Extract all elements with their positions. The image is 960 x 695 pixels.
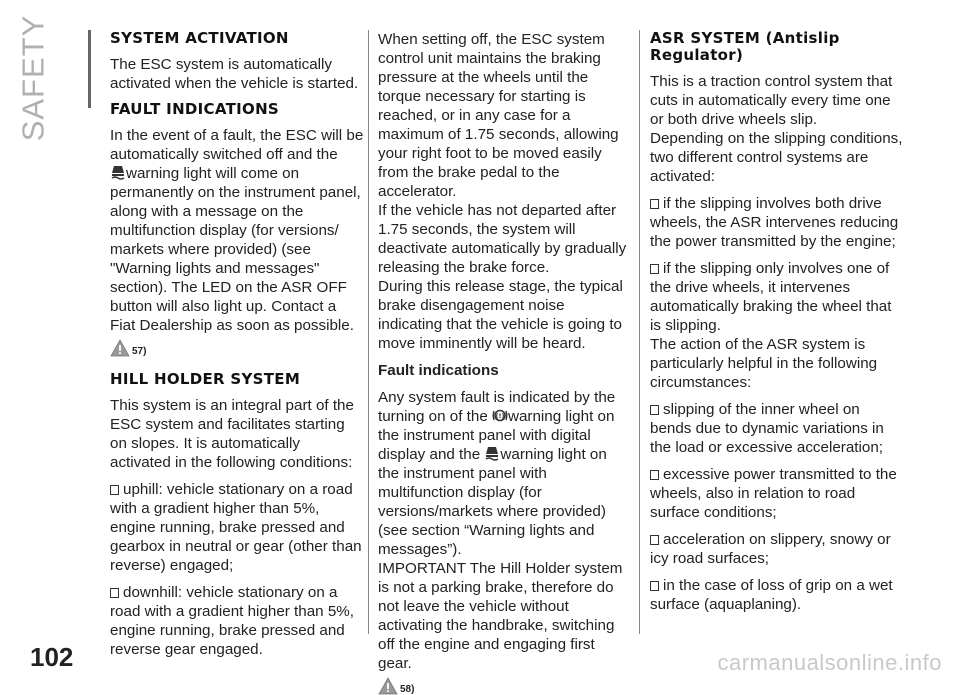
paragraph: In the event of a fault, the ESC will be automatically switched off and the warning light will come on permanently on the instrument panel, along with a message on the multifunction display (for versions/ markets where provided) (see "Warning lights and messages" section). The LED on the ASR OFF button will also light up. Contact a Fiat Dealership as soon as possible.: [110, 127, 364, 334]
column-1: [110, 30, 364, 659]
list-item: acceleration on slippery, snowy or icy road surfaces;: [650, 531, 891, 567]
paragraph: IMPORTANT The Hill Holder system is not a parking brake, therefore do not leave the vehicle without activating the handbrake, switching off the engine and engaging first gear.: [378, 560, 623, 672]
esc-warning-icon: [110, 165, 126, 180]
list-item: uphill: vehicle stationary on a road with a gradient higher than 5%, engine running, brake pressed and gearbox in neutral or gear (other than reverse) engaged;: [110, 481, 362, 574]
list-item: downhill: vehicle stationary on a road with a gradient higher than 5%, engine running, brake pressed and reverse gear engaged.: [110, 584, 355, 658]
column-divider: [639, 30, 640, 634]
heading-hill-holder: HILL HOLDER SYSTEM: [110, 370, 301, 388]
warning-reference: [378, 677, 632, 695]
paragraph: The action of the ASR system is particularly helpful in the following circumstances:: [650, 336, 878, 391]
checkbox-bullet-icon: [650, 535, 659, 545]
esc-warning-icon: [484, 446, 500, 461]
paragraph: This system is an integral part of the ESC system and facilitates starting on slopes. It is automatically activated in the following conditions:: [110, 397, 354, 471]
list-item: if the slipping only involves one of the drive wheels, it intervenes automatically braking the wheel that is slipping.: [650, 260, 892, 334]
checkbox-bullet-icon: [650, 264, 659, 274]
paragraph: If the vehicle has not departed after 1.75 seconds, the system will deactivate automatically by gradually releasing the brake force.: [378, 202, 627, 276]
paragraph: Any system fault is indicated by the turning on of the (!) warning light on the instrument panel with digital display and the warning light on the instrument panel with multifunction display (for versions/markets where provided) (see section “Warning lights and messages”).: [378, 389, 616, 558]
list-item: slipping of the inner wheel on bends due to dynamic variations in the load or excessive acceleration;: [650, 401, 884, 456]
reference-number: 57): [132, 346, 147, 357]
paragraph: Depending on the slipping conditions, two different control systems are activated:: [650, 130, 903, 185]
column-2: [378, 30, 632, 695]
reference-number: 58): [400, 684, 415, 695]
column-3: [650, 30, 904, 614]
svg-text:(!): (!): [495, 412, 505, 420]
checkbox-bullet-icon: [110, 485, 119, 495]
column-divider: [368, 30, 369, 634]
heading-asr-system: ASR SYSTEM (Antislip Regulator): [650, 29, 840, 64]
paragraph: This is a traction control system that cuts in automatically every time one or both drive wheels slip.: [650, 73, 893, 128]
paragraph: When setting off, the ESC system control unit maintains the braking pressure at the wheels until the torque necessary for starting is reached, or in any case for a maximum of 1.75 seconds, allowing your right foot to be moved easily from the brake pedal to the accelerator.: [378, 31, 619, 200]
watermark: carmanualsonline.info: [717, 650, 942, 675]
paragraph: The ESC system is automatically activated when the vehicle is started.: [110, 56, 359, 92]
heading-system-activation: SYSTEM ACTIVATION: [110, 29, 289, 47]
paragraph: During this release stage, the typical brake disengagement noise indicating that the vehicle is going to move imminently will be heard.: [378, 278, 623, 352]
list-item: if the slipping involves both drive wheels, the ASR intervenes reducing the power transmitted by the engine;: [650, 195, 899, 250]
checkbox-bullet-icon: [650, 405, 659, 415]
checkbox-bullet-icon: [650, 581, 659, 591]
list-item: excessive power transmitted to the wheels, also in relation to road surface conditions;: [650, 466, 897, 521]
heading-fault-indications: FAULT INDICATIONS: [110, 100, 280, 118]
brake-warning-icon: [492, 408, 508, 423]
checkbox-bullet-icon: [110, 588, 119, 598]
warning-triangle-icon: [378, 677, 398, 695]
page-number: 102: [30, 642, 74, 672]
warning-reference: [110, 339, 364, 357]
checkbox-bullet-icon: [650, 199, 659, 209]
section-tab: [0, 14, 66, 142]
subheading-fault-indications: Fault indications: [378, 362, 499, 379]
section-rule: [88, 30, 91, 108]
warning-triangle-icon: [110, 339, 130, 357]
list-item: in the case of loss of grip on a wet surface (aquaplaning).: [650, 577, 893, 613]
section-tab-label: SAFETY: [15, 14, 50, 142]
checkbox-bullet-icon: [650, 470, 659, 480]
